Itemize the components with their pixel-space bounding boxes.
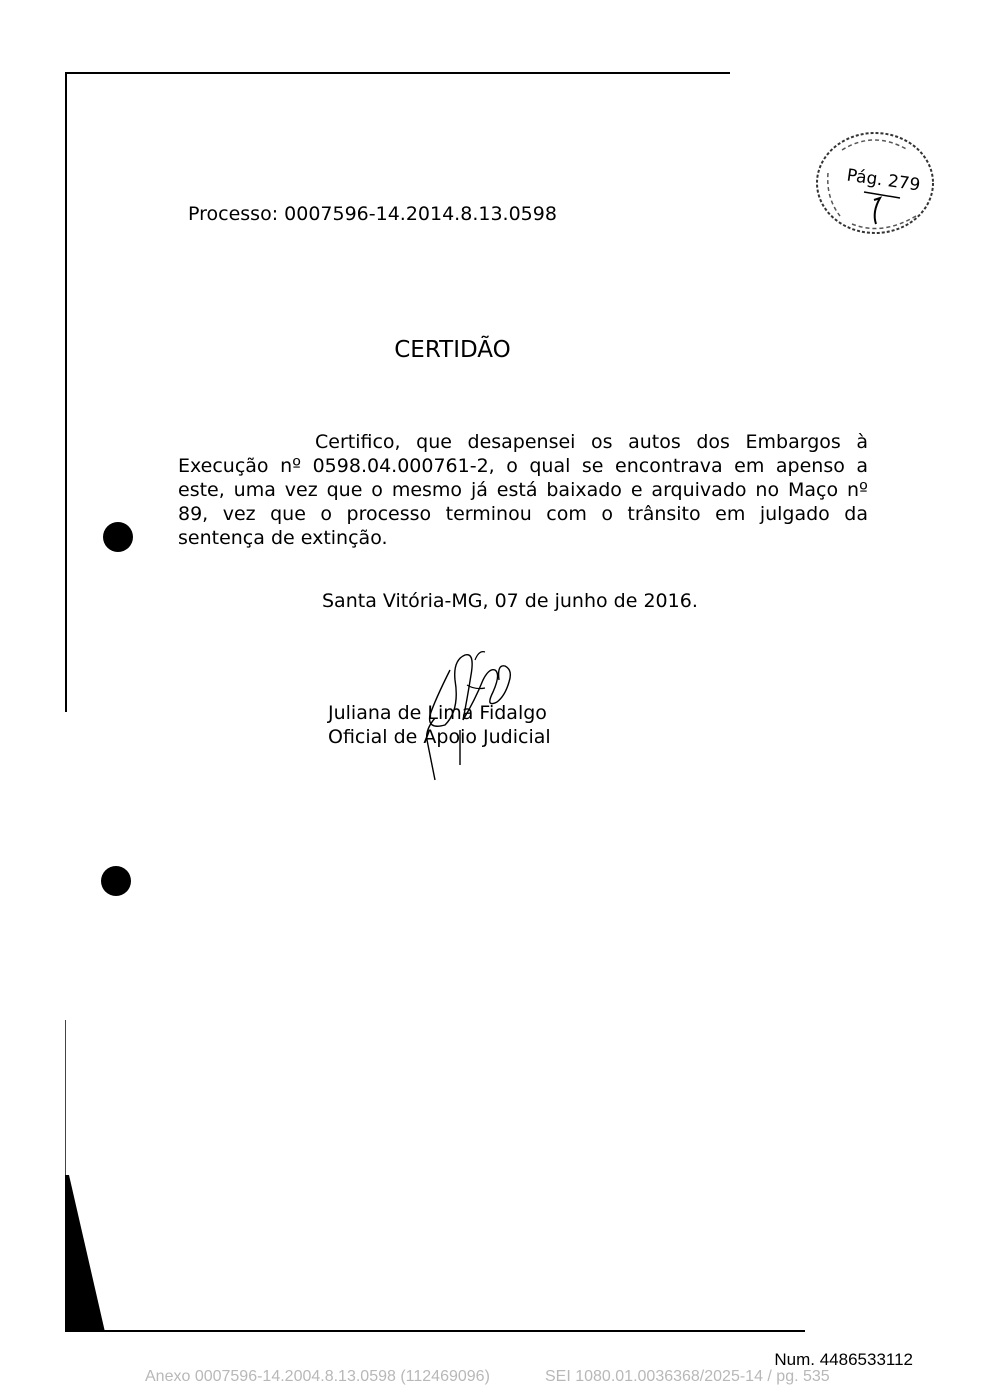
stamp-page-mark: Pág. 279 (845, 165, 922, 196)
place-and-date: Santa Vitória-MG, 07 de junho de 2016. (322, 590, 698, 612)
process-number: Processo: 0007596-14.2014.8.13.0598 (188, 203, 557, 225)
signer-name: Juliana de Lima Fidalgo (328, 702, 547, 724)
document-title: CERTIDÃO (394, 337, 511, 363)
scan-top-border (65, 72, 730, 74)
body-line: este, uma vez que o mesmo já está baixado e arquivado no Maço nº (178, 479, 868, 501)
annex-reference: Anexo 0007596-14.2004.8.13.0598 (112469096) (145, 1368, 490, 1385)
body-line: 89, vez que o processo terminou com o trânsito em julgado da (178, 503, 868, 525)
body-line: Certifico, que desapensei os autos dos Embargos à (315, 431, 868, 453)
body-line: sentença de extinção. (178, 527, 388, 549)
court-stamp (812, 128, 938, 238)
scan-shadow-wedge (65, 1175, 110, 1332)
signer-role: Oficial de Apoio Judicial (328, 726, 551, 748)
handwritten-signature (405, 640, 525, 785)
sei-reference: SEI 1080.01.0036368/2025-14 / pg. 535 (545, 1368, 830, 1385)
body-line: Execução nº 0598.04.000761-2, o qual se encontrava em apenso a (178, 455, 868, 477)
scan-left-border (65, 72, 67, 712)
scan-bottom-border (65, 1330, 805, 1332)
document-number: Num. 4486533112 (774, 1350, 913, 1369)
scan-left-border-lower (65, 1020, 66, 1180)
punch-hole-upper (103, 522, 133, 552)
punch-hole-lower (101, 866, 131, 896)
certificate-body (178, 430, 868, 550)
